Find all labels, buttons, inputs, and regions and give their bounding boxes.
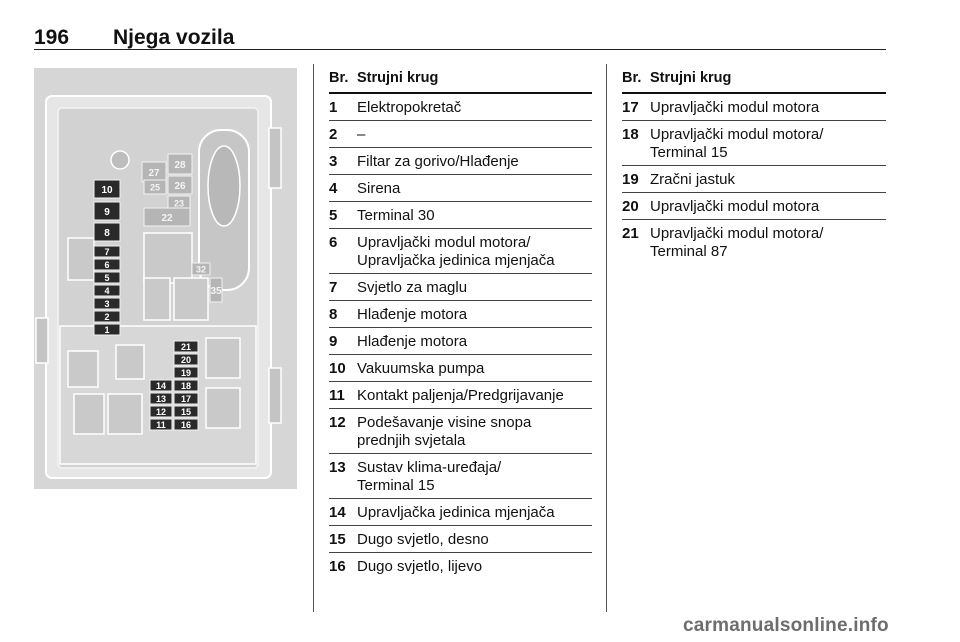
circuit-description: Kontakt paljenja/Predgrijavanje: [357, 387, 564, 404]
circuit-description: Dugo svjetlo, lijevo: [357, 558, 483, 575]
fuse-label: 14: [155, 381, 167, 391]
table-row: [622, 166, 886, 193]
table-row: [329, 553, 592, 579]
fuse-label: 4: [104, 286, 110, 296]
fuse-label: 23: [173, 198, 185, 209]
relay: [174, 278, 208, 320]
table-row: [329, 175, 592, 202]
table-row: [329, 94, 592, 121]
fuse-label: 22: [161, 213, 173, 224]
table-row: [329, 382, 592, 409]
fuse-label: 27: [148, 168, 160, 179]
fuse-number: 20: [622, 198, 639, 215]
fuse-label: 32: [195, 264, 207, 275]
housing-clip: [36, 318, 48, 363]
housing-clip: [269, 368, 281, 423]
relay: [206, 388, 240, 428]
circuit-description: Upravljački modul motora/ Upravljačka jedinica mjenjača: [357, 234, 555, 269]
circuit-description: Zračni jastuk: [650, 171, 736, 188]
table-row: [329, 148, 592, 175]
relay: [206, 338, 240, 378]
fuse-number: 10: [329, 360, 346, 377]
fuse-label: 28: [174, 160, 186, 171]
relay: [74, 394, 104, 434]
fuse-number: 5: [329, 207, 338, 224]
fuse-label: 1: [104, 325, 110, 335]
fuse-label: 21: [180, 342, 192, 352]
fuse-label: 16: [180, 420, 192, 430]
header-number: Br.: [622, 70, 642, 86]
circuit-description: Sirena: [357, 180, 401, 197]
column-divider: [313, 64, 314, 612]
fuse-number: 7: [329, 279, 338, 296]
page-title: Njega vozila: [113, 26, 235, 49]
fuse-number: 4: [329, 180, 338, 197]
fuse-label: 15: [180, 407, 192, 417]
fuse-number: 1: [329, 99, 338, 116]
fuse-number: 17: [622, 99, 639, 116]
circuit-description: Elektropokretač: [357, 99, 462, 116]
circuit-description: Vakuumska pumpa: [357, 360, 485, 377]
table-row: [329, 274, 592, 301]
fuse-number: 15: [329, 531, 346, 548]
column-divider: [606, 64, 607, 612]
circuit-description: Upravljački modul motora: [650, 198, 820, 215]
circuit-description: Svjetlo za maglu: [357, 279, 468, 296]
table-row: [329, 409, 592, 454]
circuit-description: Hlađenje motora: [357, 306, 468, 323]
fuse-number: 9: [329, 333, 338, 350]
table-row: [329, 355, 592, 382]
fuse-number: 11: [329, 387, 345, 404]
header-circuit: Strujni krug: [357, 70, 439, 86]
circuit-description: Upravljački modul motora: [650, 99, 820, 116]
fuse-number: 18: [622, 126, 639, 143]
fuse-box-illustration: [34, 68, 297, 489]
fuse-label: 18: [180, 381, 192, 391]
table-row: [329, 121, 592, 148]
table-row: [622, 193, 886, 220]
header-circuit: Strujni krug: [650, 70, 732, 86]
fuse-number: 8: [329, 306, 338, 323]
fuse-label: 12: [155, 407, 167, 417]
fuse-label: 9: [104, 207, 110, 218]
fuse-label: 17: [180, 394, 192, 404]
circuit-description: Filtar za gorivo/Hlađenje: [357, 153, 519, 170]
bolt-terminal: [111, 151, 129, 169]
fuse-number: 16: [329, 558, 346, 575]
fuse-label: 19: [180, 368, 192, 378]
table-header: [622, 68, 886, 94]
page-number: 196: [34, 26, 70, 49]
header-number: Br.: [329, 70, 349, 86]
relay: [108, 394, 142, 434]
table-row: [329, 229, 592, 274]
table-row: [329, 526, 592, 553]
fuse-label: 26: [174, 181, 186, 192]
circuit-description: Dugo svjetlo, desno: [357, 531, 489, 548]
fuse-number: 13: [329, 459, 346, 476]
table-row: [329, 499, 592, 526]
fuse-number: 21: [622, 225, 639, 242]
fuse-number: 19: [622, 171, 639, 188]
circuit-description: Upravljački modul motora/ Terminal 15: [650, 126, 824, 161]
table-row: [329, 454, 592, 499]
fuse-label: 20: [180, 355, 192, 365]
fuse-table-right: [622, 68, 886, 264]
table-row: [622, 220, 886, 264]
fuse-label: 6: [104, 260, 110, 270]
relay: [144, 233, 192, 283]
fuse-number: 3: [329, 153, 338, 170]
relay: [144, 278, 170, 320]
fuse-box-diagram: [34, 68, 297, 489]
relay: [116, 345, 144, 379]
circuit-description: Upravljački modul motora/ Terminal 87: [650, 225, 824, 260]
table-row: [329, 301, 592, 328]
header-rule: [34, 49, 886, 50]
table-row: [329, 328, 592, 355]
fuse-number: 2: [329, 126, 338, 143]
fuse-label: 5: [104, 273, 110, 283]
fuse-label: 35: [210, 286, 222, 297]
table-header: [329, 68, 592, 94]
circuit-description: Sustav klima-uređaja/ Terminal 15: [357, 459, 502, 494]
circuit-description: Podešavanje visine snopa prednjih svjetala: [357, 414, 532, 449]
watermark: carmanualsonline.info: [683, 615, 889, 636]
circuit-description: Hlađenje motora: [357, 333, 468, 350]
circuit-description: –: [357, 126, 366, 143]
fuse-number: 14: [329, 504, 346, 521]
wire-harness-opening: [208, 146, 240, 226]
fuse-label: 8: [104, 228, 110, 239]
fuse-label: 11: [156, 420, 166, 430]
housing-clip: [269, 128, 281, 188]
fuse-table-left: [329, 68, 592, 579]
circuit-description: Terminal 30: [357, 207, 435, 224]
fuse-label: 2: [104, 312, 110, 322]
circuit-description: Upravljačka jedinica mjenjača: [357, 504, 555, 521]
relay: [68, 351, 98, 387]
relay: [68, 238, 94, 280]
fuse-label: 7: [104, 247, 110, 257]
fuse-label: 13: [155, 394, 167, 404]
fuse-label: 25: [149, 182, 161, 193]
fuse-label: 3: [104, 299, 110, 309]
fuse-number: 12: [329, 414, 346, 431]
table-row: [622, 94, 886, 121]
fuse-label: 10: [101, 185, 113, 196]
fuse-number: 6: [329, 234, 338, 251]
table-row: [329, 202, 592, 229]
table-row: [622, 121, 886, 166]
